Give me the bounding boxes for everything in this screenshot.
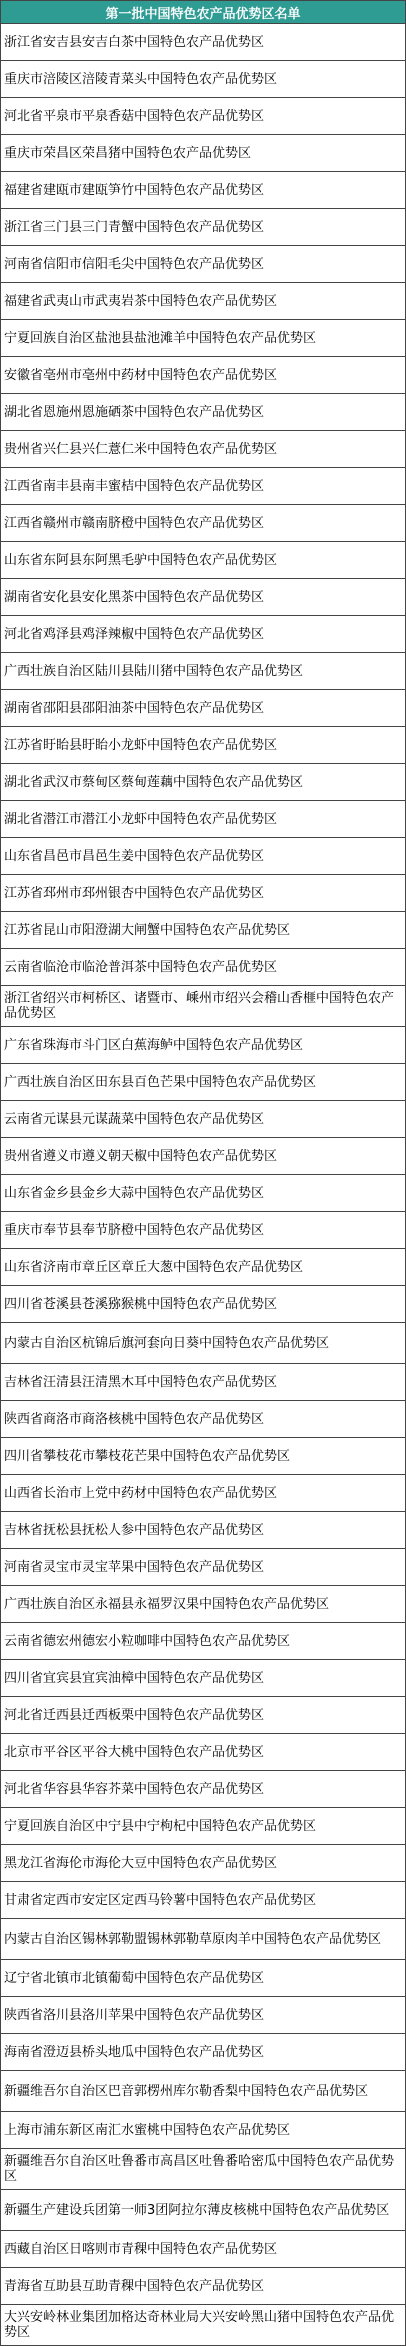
- table-row: [1, 431, 406, 468]
- table-row: [1, 690, 406, 727]
- table-row: [1, 135, 406, 172]
- table-row: [1, 1997, 406, 2034]
- table-row: [1, 1175, 406, 1212]
- table-header-row: [1, 1, 406, 24]
- table-cell: 重庆市荣昌区荣昌猪中国特色农产品优势区: [1, 135, 406, 172]
- table-cell: 河南省信阳市信阳毛尖中国特色农产品优势区: [1, 246, 406, 283]
- table-row: [1, 98, 406, 135]
- table-cell: 青海省互助县互助青稞中国特色农产品优势区: [1, 2268, 406, 2305]
- table-cell: 山东省济南市章丘区章丘大葱中国特色农产品优势区: [1, 1249, 406, 1286]
- table-cell: 辽宁省北镇市北镇葡萄中国特色农产品优势区: [1, 1960, 406, 1997]
- table-row: [1, 1286, 406, 1323]
- table-row: [1, 2071, 406, 2112]
- table-row: [1, 61, 406, 98]
- table-cell: 西藏自治区日喀则市青稞中国特色农产品优势区: [1, 2231, 406, 2268]
- table-row: [1, 2231, 406, 2268]
- table-row: [1, 1919, 406, 1960]
- table-cell: 河北省平泉市平泉香菇中国特色农产品优势区: [1, 98, 406, 135]
- table-row: [1, 838, 406, 875]
- table-cell: 河北省华容县华容芥菜中国特色农产品优势区: [1, 1771, 406, 1808]
- table-row: [1, 1960, 406, 1997]
- table-row: [1, 1623, 406, 1660]
- table-row: [1, 1138, 406, 1175]
- table-cell: 甘肃省定西市安定区定西马铃薯中国特色农产品优势区: [1, 1882, 406, 1919]
- table-row: [1, 1734, 406, 1771]
- table-row: [1, 1249, 406, 1286]
- table-cell: 山西省长治市上党中药材中国特色农产品优势区: [1, 1475, 406, 1512]
- table-cell: 海南省澄迈县桥头地瓜中国特色农产品优势区: [1, 2034, 406, 2071]
- table-cell: 江苏省邳州市邳州银杏中国特色农产品优势区: [1, 875, 406, 912]
- table-row: [1, 1212, 406, 1249]
- table-cell: 内蒙古自治区锡林郭勒盟锡林郭勒草原肉羊中国特色农产品优势区: [1, 1919, 406, 1960]
- table-row: [1, 653, 406, 690]
- table-row: [1, 1586, 406, 1623]
- table-row: [1, 727, 406, 764]
- table-row: [1, 2149, 406, 2190]
- table-row: [1, 542, 406, 579]
- table-row: [1, 1364, 406, 1401]
- table-row: [1, 172, 406, 209]
- table-row: [1, 1549, 406, 1586]
- table-cell: 浙江省三门县三门青蟹中国特色农产品优势区: [1, 209, 406, 246]
- table-cell: 重庆市奉节县奉节脐橙中国特色农产品优势区: [1, 1212, 406, 1249]
- table-row: [1, 2034, 406, 2071]
- table-cell: 广东省珠海市斗门区白蕉海鲈中国特色农产品优势区: [1, 1027, 406, 1064]
- table-row: [1, 986, 406, 1027]
- table-row: [1, 2190, 406, 2231]
- table-cell: 吉林省抚松县抚松人参中国特色农产品优势区: [1, 1512, 406, 1549]
- table-cell: 广西壮族自治区永福县永福罗汉果中国特色农产品优势区: [1, 1586, 406, 1623]
- table-cell: 湖南省安化县安化黑茶中国特色农产品优势区: [1, 579, 406, 616]
- table-cell: 云南省临沧市临沧普洱茶中国特色农产品优势区: [1, 949, 406, 986]
- table-cell: 四川省苍溪县苍溪猕猴桃中国特色农产品优势区: [1, 1286, 406, 1323]
- table-cell: 江苏省盱眙县盱眙小龙虾中国特色农产品优势区: [1, 727, 406, 764]
- table-row: [1, 1323, 406, 1364]
- table-cell: 湖北省武汉市蔡甸区蔡甸莲藕中国特色农产品优势区: [1, 764, 406, 801]
- table-cell: 上海市浦东新区南汇水蜜桃中国特色农产品优势区: [1, 2112, 406, 2149]
- table-row: [1, 616, 406, 653]
- table-cell: 黑龙江省海伦市海伦大豆中国特色农产品优势区: [1, 1845, 406, 1882]
- table-row: [1, 1660, 406, 1697]
- table-row: [1, 320, 406, 357]
- table-cell: 陕西省洛川县洛川苹果中国特色农产品优势区: [1, 1997, 406, 2034]
- table-row: [1, 1697, 406, 1734]
- table-row: [1, 1101, 406, 1138]
- table-cell: 湖北省潜江市潜江小龙虾中国特色农产品优势区: [1, 801, 406, 838]
- table-cell: 宁夏回族自治区中宁县中宁枸杞中国特色农产品优势区: [1, 1808, 406, 1845]
- table-cell: 广西壮族自治区田东县百色芒果中国特色农产品优势区: [1, 1064, 406, 1101]
- table-cell: 山东省昌邑市昌邑生姜中国特色农产品优势区: [1, 838, 406, 875]
- table-row: [1, 209, 406, 246]
- table-row: [1, 764, 406, 801]
- table-row: [1, 801, 406, 838]
- table-row: [1, 1845, 406, 1882]
- table-body: [1, 24, 406, 2346]
- table-cell: 河南省灵宝市灵宝苹果中国特色农产品优势区: [1, 1549, 406, 1586]
- table-cell: 四川省宜宾县宜宾油樟中国特色农产品优势区: [1, 1660, 406, 1697]
- table-title: 第一批中国特色农产品优势区名单: [1, 1, 406, 24]
- table-row: [1, 1475, 406, 1512]
- table-cell: 山东省东阿县东阿黑毛驴中国特色农产品优势区: [1, 542, 406, 579]
- table-cell: 江西省赣州市赣南脐橙中国特色农产品优势区: [1, 505, 406, 542]
- table-cell: 北京市平谷区平谷大桃中国特色农产品优势区: [1, 1734, 406, 1771]
- table-cell: 福建省武夷山市武夷岩茶中国特色农产品优势区: [1, 283, 406, 320]
- table-row: [1, 1027, 406, 1064]
- table-cell: 宁夏回族自治区盐池县盐池滩羊中国特色农产品优势区: [1, 320, 406, 357]
- table-cell: 浙江省安吉县安吉白茶中国特色农产品优势区: [1, 24, 406, 61]
- table-row: [1, 579, 406, 616]
- table-cell: 陕西省商洛市商洛核桃中国特色农产品优势区: [1, 1401, 406, 1438]
- table-cell: 湖北省恩施州恩施硒茶中国特色农产品优势区: [1, 394, 406, 431]
- table-row: [1, 2305, 406, 2346]
- table-row: [1, 24, 406, 61]
- table-cell: 广西壮族自治区陆川县陆川猪中国特色农产品优势区: [1, 653, 406, 690]
- table-cell: 新疆维吾尔自治区吐鲁番市高昌区吐鲁番哈密瓜中国特色农产品优势区: [1, 2149, 406, 2190]
- table-row: [1, 468, 406, 505]
- table-cell: 湖南省邵阳县邵阳油茶中国特色农产品优势区: [1, 690, 406, 727]
- table-cell: 吉林省汪清县汪清黑木耳中国特色农产品优势区: [1, 1364, 406, 1401]
- table-row: [1, 357, 406, 394]
- table-cell: 新疆生产建设兵团第一师3团阿拉尔薄皮核桃中国特色农产品优势区: [1, 2190, 406, 2231]
- table-cell: 江西省南丰县南丰蜜桔中国特色农产品优势区: [1, 468, 406, 505]
- table-cell: 重庆市涪陵区涪陵青菜头中国特色农产品优势区: [1, 61, 406, 98]
- table-cell: 福建省建瓯市建瓯笋竹中国特色农产品优势区: [1, 172, 406, 209]
- table-cell: 四川省攀枝花市攀枝花芒果中国特色农产品优势区: [1, 1438, 406, 1475]
- table-row: [1, 505, 406, 542]
- table-row: [1, 1882, 406, 1919]
- table-row: [1, 1064, 406, 1101]
- table-cell: 浙江省绍兴市柯桥区、诸暨市、嵊州市绍兴会稽山香榧中国特色农产品优势区: [1, 986, 406, 1027]
- table-row: [1, 1401, 406, 1438]
- table-row: [1, 1438, 406, 1475]
- table-cell: 新疆维吾尔自治区巴音郭楞州库尔勒香梨中国特色农产品优势区: [1, 2071, 406, 2112]
- table-row: [1, 2268, 406, 2305]
- table-cell: 大兴安岭林业集团加格达奇林业局大兴安岭黑山猪中国特色农产品优势区: [1, 2305, 406, 2346]
- table-cell: 云南省德宏州德宏小粒咖啡中国特色农产品优势区: [1, 1623, 406, 1660]
- table-cell: 山东省金乡县金乡大蒜中国特色农产品优势区: [1, 1175, 406, 1212]
- table-cell: 江苏省昆山市阳澄湖大闸蟹中国特色农产品优势区: [1, 912, 406, 949]
- table-row: [1, 875, 406, 912]
- table-cell: 安徽省亳州市亳州中药材中国特色农产品优势区: [1, 357, 406, 394]
- table-cell: 贵州省遵义市遵义朝天椒中国特色农产品优势区: [1, 1138, 406, 1175]
- table-row: [1, 246, 406, 283]
- table-cell: 河北省迁西县迁西板栗中国特色农产品优势区: [1, 1697, 406, 1734]
- table-row: [1, 2112, 406, 2149]
- table-row: [1, 1512, 406, 1549]
- table-cell: 云南省元谋县元谋蔬菜中国特色农产品优势区: [1, 1101, 406, 1138]
- table-row: [1, 283, 406, 320]
- table-row: [1, 949, 406, 986]
- table-row: [1, 1771, 406, 1808]
- table-cell: 贵州省兴仁县兴仁薏仁米中国特色农产品优势区: [1, 431, 406, 468]
- table-row: [1, 1808, 406, 1845]
- table-row: [1, 394, 406, 431]
- table-cell: 内蒙古自治区杭锦后旗河套向日葵中国特色农产品优势区: [1, 1323, 406, 1364]
- table-cell: 河北省鸡泽县鸡泽辣椒中国特色农产品优势区: [1, 616, 406, 653]
- table-row: [1, 912, 406, 949]
